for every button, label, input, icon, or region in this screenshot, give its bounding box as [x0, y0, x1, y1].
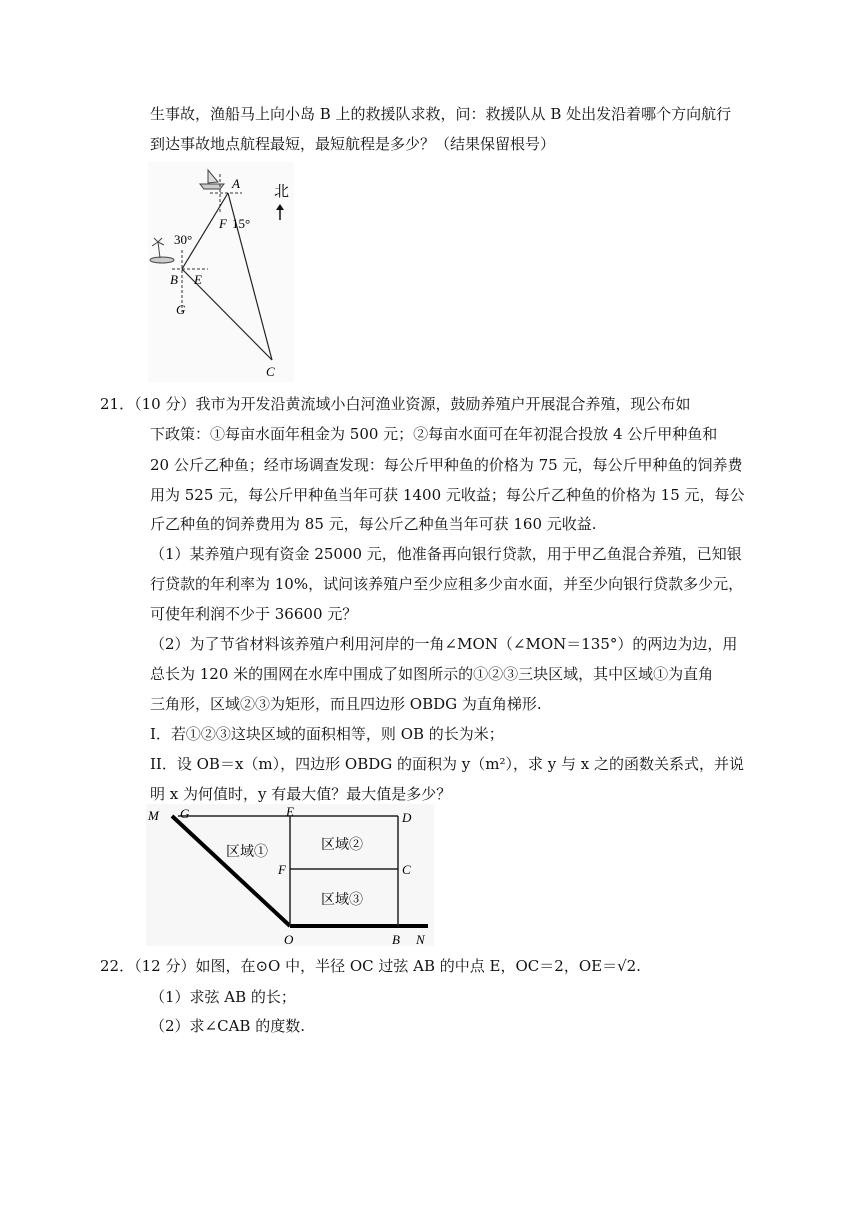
q22-part1: （1）求弦 AB 的长； — [150, 988, 296, 1006]
q20-text-line-1: 生事故，渔船马上向小岛 B 上的救援队求救，问：救援队从 B 处出发沿着哪个方向航行 — [150, 105, 732, 123]
point-c-label: C — [266, 364, 275, 379]
point-m-label: M — [148, 808, 159, 823]
q21-sub2-line-1: II．设 OB＝x（m），四边形 OBDG 的面积为 y（m²），求 y 与 x 之的函数关系式，并说 — [150, 755, 744, 773]
q21-text-line-5: 斤乙种鱼的饲养费用为 85 元，每公斤乙种鱼当年可获 160 元收益. — [150, 515, 597, 533]
point-b-label: B — [170, 272, 178, 287]
point-f-label: F — [219, 216, 227, 231]
point-e-label: E — [194, 272, 202, 287]
q21-sub1: I．若①②③这块区域的面积相等，则 OB 的长为米； — [150, 725, 504, 743]
q20-figure — [148, 162, 294, 382]
q21-part1-line-1: （1）某养殖户现有资金 25000 元，他准备再向银行贷款，用于甲乙鱼混合养殖，已知银 — [150, 545, 742, 563]
north-label: 北 — [274, 184, 290, 200]
q21-text-line-3: 20 公斤乙种鱼；经市场调查发现：每公斤甲种鱼的价格为 75 元，每公斤甲种鱼的饲养费 — [150, 456, 743, 474]
point-a-label: A — [232, 176, 240, 191]
q21-part1-line-3: 可使年利润不少于 36600 元？ — [150, 605, 358, 623]
point-n-label: N — [416, 932, 425, 946]
point-g-label-2: G — [180, 806, 190, 821]
q22-text-line-1: 22．（12 分）如图，在⊙O 中，半径 OC 过弦 AB 的中点 E，OC＝2，OE＝√2. — [100, 957, 641, 975]
angle-15-label: 15° — [232, 216, 251, 231]
q21-part1-line-2: 行贷款的年利率为 10%，试问该养殖户至少应租多少亩水面，并至少向银行贷款多少元， — [150, 575, 744, 593]
q21-text-line-1: 21．（10 分）我市为开发沿黄流域小白河渔业资源，鼓励养殖户开展混合养殖，现公布如 — [100, 395, 691, 413]
point-o-label: O — [284, 932, 294, 946]
q21-part2-line-1: （2）为了节省材料该养殖户利用河岸的一角∠MON（∠MON＝135°）的两边为边，用 — [150, 635, 738, 653]
region-1-label: 区域① — [226, 845, 268, 860]
q22-part2: （2）求∠CAB 的度数. — [150, 1017, 305, 1035]
point-c-label-2: C — [402, 862, 411, 877]
q21-sub2-line-2: 明 x 为何值时，y 有最大值？最大值是多少？ — [150, 785, 452, 803]
q21-text-line-2: 下政策：①每亩水面年租金为 500 元；②每亩水面可在年初混合投放 4 公斤甲种鱼和 — [150, 425, 718, 443]
q21-part2-line-3: 三角形，区域②③为矩形，而且四边形 OBDG 为直角梯形. — [150, 695, 542, 713]
point-b-label-2: B — [392, 932, 400, 946]
angle-30-label: 30° — [174, 232, 193, 247]
q21-text-line-4: 用为 525 元，每公斤甲种鱼当年可获 1400 元收益；每公斤乙种鱼的价格为 15 元，每公 — [150, 486, 745, 504]
q20-text-line-2: 到达事故地点航程最短，最短航程是多少？（结果保留根号） — [150, 135, 556, 153]
region-2-label: 区域② — [321, 838, 363, 853]
q21-figure — [146, 804, 434, 946]
point-e-label-2: E — [286, 804, 294, 819]
point-g-label: G — [176, 302, 186, 317]
q21-part2-line-2: 总长为 120 米的围网在水库中围成了如图所示的①②③三块区域，其中区域①为直角 — [150, 665, 714, 683]
point-d-label: D — [402, 810, 412, 825]
point-f-label-2: F — [278, 862, 286, 877]
region-3-label: 区域③ — [321, 893, 363, 908]
